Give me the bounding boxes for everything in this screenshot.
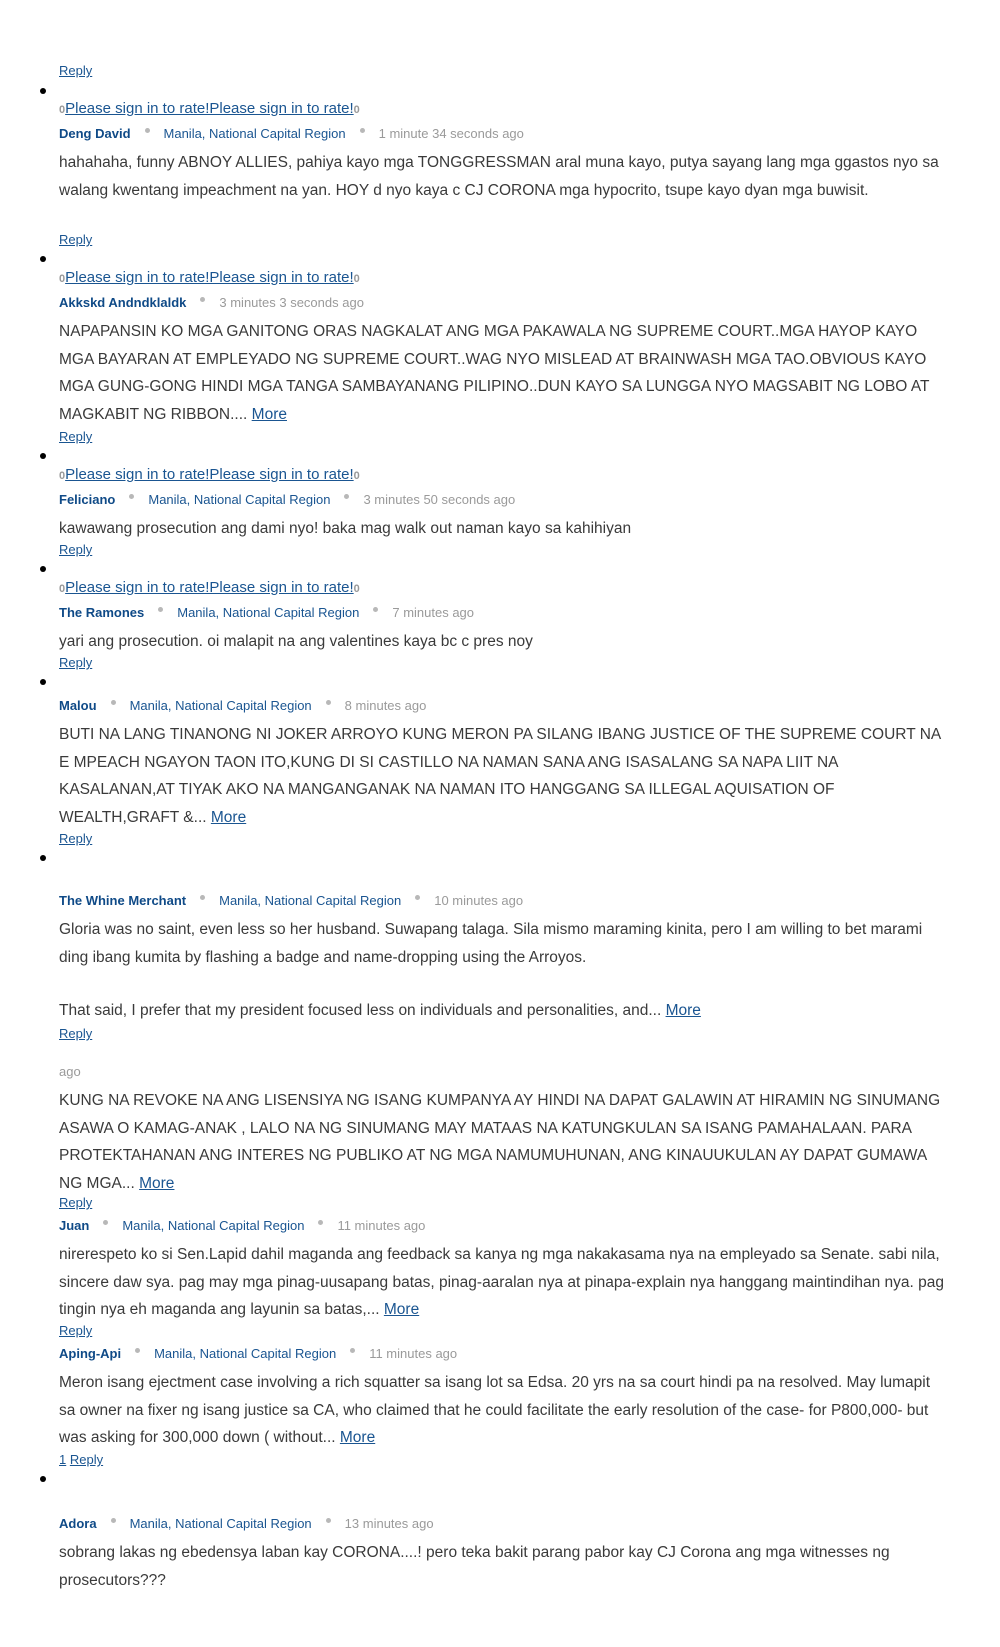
- separator-dot: [373, 607, 378, 612]
- separator-dot: [360, 128, 365, 133]
- reply-link[interactable]: Reply: [59, 63, 93, 78]
- comment-text: Gloria was no saint, even less so her husband. Suwapang talaga. Sila mismo maraming kinita, pero I am willing to bet marami ding ibang kumita by flashing a badge and name-dropping using the Arroyos.: [59, 921, 923, 966]
- comment-text: NAPAPANSIN KO MGA GANITONG ORAS NAGKALAT ANG MGA PAKAWALA NG SUPREME COURT..MGA HAYOP KAYO MGA BAYARAN AT EMPLEYADO NG SUPREME COURT..WAG NYO MISLEAD AT BRAINWASH MGA TAO.OBVIOUS KAYO MGA GUNG-GONG HINDI MGA TANGA SAMBAYANANG PILIPINO..DUN KAYO SA LUNGGA NYO MAGSABIT NG LOBO AT MAGKABIT NG RIBBON....: [59, 323, 930, 423]
- separator-dot: [129, 494, 134, 499]
- reply-link[interactable]: Reply: [59, 831, 93, 846]
- comment-time: 3 minutes 3 seconds ago: [219, 295, 364, 310]
- rating-count: 0: [59, 470, 66, 482]
- comment-time: 8 minutes ago: [344, 698, 427, 713]
- comment-location[interactable]: Manila, National Capital Region: [148, 492, 331, 507]
- reply-actions: [59, 1452, 103, 1467]
- comment-author[interactable]: The Whine Merchant: [59, 893, 187, 908]
- separator-dot: [318, 1220, 323, 1225]
- comment-body: [59, 1369, 949, 1452]
- separator-dot: [200, 297, 205, 302]
- reply-link[interactable]: Reply: [59, 429, 93, 444]
- reply-link[interactable]: Reply: [59, 1195, 93, 1210]
- rating-count: 0: [353, 583, 360, 595]
- comment-body: [59, 1087, 949, 1197]
- rating-count: 0: [59, 583, 66, 595]
- separator-dot: [111, 1518, 116, 1523]
- rating-count: 0: [59, 104, 66, 116]
- more-link[interactable]: More: [251, 405, 287, 423]
- list-bullet: [40, 679, 46, 685]
- rating-count: 0: [353, 470, 360, 482]
- rating-count: 0: [353, 104, 360, 116]
- comment-text: BUTI NA LANG TINANONG NI JOKER ARROYO KUNG MERON PA SILANG IBANG JUSTICE OF THE SUPREME COURT NA E MPEACH NGAYON TAON ITO,KUNG DI SI CASTILLO NA NAMAN SANA ANG ISASALANG SA NAPA LIIT NA KASALANAN,AT TIYAK AKO NA MANGANGANAK NA NAMAN ITO HANGGANG SA ILLEGAL AQUISATION OF WEALTH,GRAFT &...: [59, 726, 941, 826]
- comment-location[interactable]: Manila, National Capital Region: [129, 1516, 312, 1531]
- comment-text: kawawang prosecution ang dami nyo! baka mag walk out naman kayo sa kahihiyan: [59, 520, 632, 537]
- reply-link[interactable]: Reply: [59, 542, 93, 557]
- more-link[interactable]: More: [383, 1301, 420, 1318]
- comment-body: [59, 1539, 949, 1594]
- comment-meta: [59, 1516, 434, 1531]
- comment-meta: [59, 698, 426, 713]
- comment-text: That said, I prefer that my president focused less on individuals and personalities, and...: [59, 1002, 662, 1019]
- more-link[interactable]: More: [339, 1429, 376, 1446]
- comment-location[interactable]: Manila, National Capital Region: [122, 1218, 305, 1233]
- rating-widget: [59, 579, 360, 596]
- comment-meta: [59, 492, 515, 507]
- comment-meta: [59, 295, 364, 310]
- separator-dot: [111, 700, 116, 705]
- comment-body: [59, 997, 949, 1025]
- comment-time: 11 minutes ago: [369, 1346, 458, 1361]
- comment-text: Meron isang ejectment case involving a rich squatter sa isang lot sa Edsa. 20 yrs na sa court hindi pa na resolved. May lumapit sa owner na fixer ng isang justice sa CA, who claimed that he could facilitate the early resolution of the case- for P800,000- but was asking for 300,000 down ( without...: [59, 1374, 931, 1446]
- sign-in-to-rate-link[interactable]: Please sign in to rate!Please sign in to rate!: [65, 579, 354, 596]
- comment-author[interactable]: The Ramones: [59, 605, 145, 620]
- comment-location[interactable]: Manila, National Capital Region: [219, 893, 402, 908]
- comment-author[interactable]: Deng David: [59, 126, 131, 141]
- separator-dot: [145, 128, 150, 133]
- separator-dot: [415, 895, 420, 900]
- comment-time: 7 minutes ago: [392, 605, 475, 620]
- more-link[interactable]: More: [210, 808, 247, 826]
- comment-meta: [59, 1346, 457, 1361]
- comment-time: 3 minutes 50 seconds ago: [363, 492, 516, 507]
- comment-body: [59, 149, 949, 204]
- comment-author[interactable]: Feliciano: [59, 492, 116, 507]
- rating-count: 0: [353, 273, 360, 285]
- comment-author[interactable]: Adora: [59, 1516, 97, 1531]
- comment-meta: [59, 1218, 425, 1233]
- comment-author[interactable]: Juan: [59, 1218, 90, 1233]
- reply-link[interactable]: Reply: [59, 232, 93, 247]
- list-bullet: [40, 256, 46, 262]
- separator-dot: [135, 1348, 140, 1353]
- comment-time: 1 minute 34 seconds ago: [378, 126, 524, 141]
- comment-meta: [59, 605, 474, 620]
- comment-meta: [59, 893, 523, 908]
- separator-dot: [158, 607, 163, 612]
- rating-widget: [59, 466, 360, 483]
- comment-text: KUNG NA REVOKE NA ANG LISENSIYA NG ISANG KUMPANYA AY HINDI NA DAPAT GALAWIN AT HIRAMIN NG SINUMANG ASAWA O KAMAG-ANAK , LALO NA NG SINUMANG MAY MATAAS NA KATUNGKULAN SA ISANG PAMAHALAAN. PARA PROTEKTAHANAN ANG INTERES NG PUBLIKO AT NG MGA NAMUMUHUNAN, ANG KINAUUKULAN AY DAPAT GUMAWA NG MGA...: [59, 1092, 941, 1192]
- comment-meta: [59, 126, 524, 141]
- list-bullet: [40, 88, 46, 94]
- comment-body: [59, 1241, 949, 1324]
- sign-in-to-rate-link[interactable]: Please sign in to rate!Please sign in to rate!: [65, 100, 354, 117]
- rating-widget: [59, 100, 360, 117]
- list-bullet: [40, 453, 46, 459]
- list-bullet: [40, 1476, 46, 1482]
- separator-dot: [350, 1348, 355, 1353]
- comment-time: 10 minutes ago: [434, 893, 524, 908]
- comment-text: hahahaha, funny ABNOY ALLIES, pahiya kayo mga TONGGRESSMAN aral muna kayo, putya sayang lang mga ggastos nyo sa walang kwentang impeachment na yan. HOY d nyo kaya c CJ CORONA mga hypocrito, tsupe kayo dyan mga buwisit.: [59, 154, 939, 199]
- separator-dot: [326, 700, 331, 705]
- comment-body: [59, 721, 949, 831]
- sign-in-to-rate-link[interactable]: Please sign in to rate!Please sign in to rate!: [65, 269, 354, 286]
- comment-body: [59, 318, 949, 428]
- comment-body: [59, 916, 949, 971]
- comment-text: yari ang prosecution. oi malapit na ang valentines kaya bc c pres noy: [59, 633, 533, 650]
- comment-location[interactable]: Manila, National Capital Region: [129, 698, 312, 713]
- rating-widget: [59, 269, 360, 286]
- rating-count: 0: [59, 273, 66, 285]
- separator-dot: [326, 1518, 331, 1523]
- comment-time: ago: [59, 1064, 81, 1079]
- separator-dot: [344, 494, 349, 499]
- more-link[interactable]: More: [139, 1174, 175, 1192]
- comment-body: [59, 515, 949, 543]
- comment-location[interactable]: Manila, National Capital Region: [163, 126, 346, 141]
- sign-in-to-rate-link[interactable]: Please sign in to rate!Please sign in to rate!: [65, 466, 354, 483]
- comment-location[interactable]: Manila, National Capital Region: [177, 605, 360, 620]
- comment-text: sobrang lakas ng ebedensya laban kay CORONA....! pero teka bakit parang pabor kay CJ Corona ang mga witnesses ng prosecutors???: [59, 1544, 890, 1589]
- reply-count-link[interactable]: 1: [59, 1452, 67, 1467]
- list-bullet: [40, 566, 46, 572]
- comment-body: [59, 628, 949, 656]
- comment-author[interactable]: Malou: [59, 698, 97, 713]
- reply-link[interactable]: Reply: [59, 1323, 93, 1338]
- comment-location[interactable]: Manila, National Capital Region: [154, 1346, 337, 1361]
- reply-link[interactable]: Reply: [59, 1026, 93, 1041]
- separator-dot: [103, 1220, 108, 1225]
- comment-time: 13 minutes ago: [344, 1516, 434, 1531]
- list-bullet: [40, 855, 46, 861]
- comment-author[interactable]: Aping-Api: [59, 1346, 122, 1361]
- reply-link[interactable]: Reply: [69, 1452, 104, 1467]
- comment-author[interactable]: Akkskd Andndklaldk: [59, 295, 187, 310]
- comment-text: nirerespeto ko si Sen.Lapid dahil maganda ang feedback sa kanya ng mga nakakasama nya na empleyado sa Senate. sabi nila, sincere daw sya. pag may mga pinag-uusapang batas, pinag-aaralan nya at pinapa-explain nya hanggang maintindihan nya. pag tingin nya eh maganda ang layunin sa batas,...: [59, 1246, 944, 1318]
- separator-dot: [200, 895, 205, 900]
- reply-link[interactable]: Reply: [59, 655, 93, 670]
- comment-time: 11 minutes ago: [337, 1218, 426, 1233]
- more-link[interactable]: More: [665, 1002, 701, 1019]
